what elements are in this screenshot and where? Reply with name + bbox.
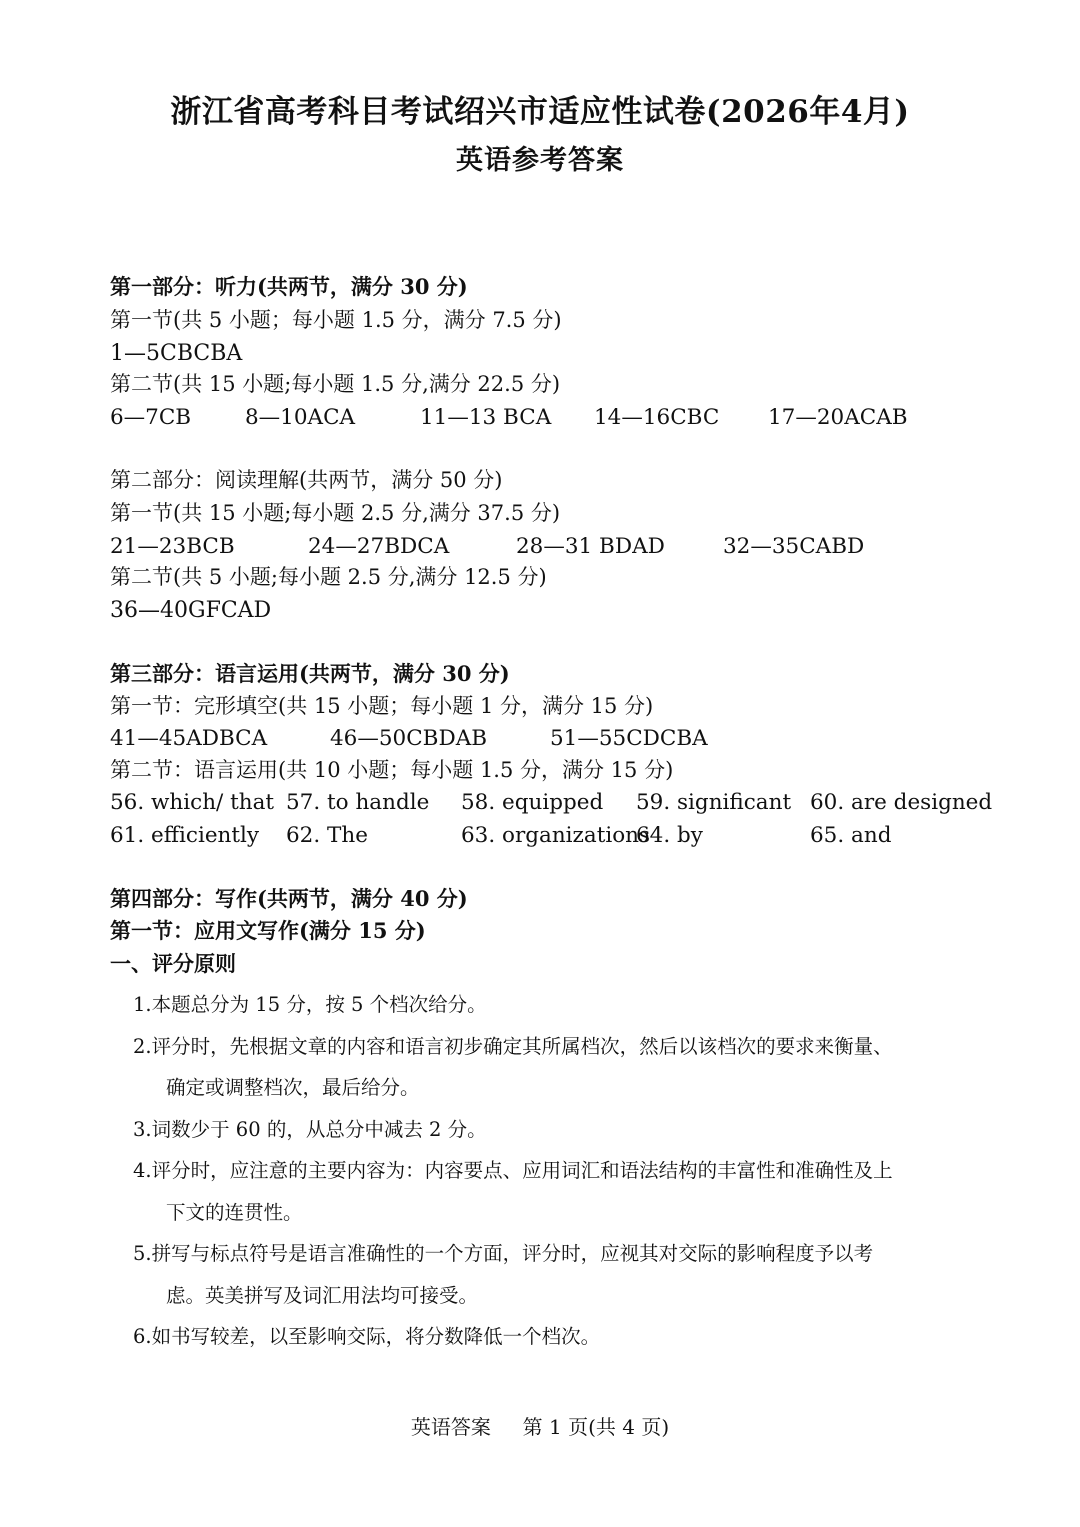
answer-item: 59. significant [636, 790, 792, 815]
scoring-rule-continued: 虑。英美拼写及词汇用法均可接受。 [166, 1284, 479, 1307]
answer-group: 21—23BCB [110, 534, 235, 559]
answer-group: 11—13 BCA [420, 405, 552, 430]
part3-section2-heading: 第二节：语言运用(共 10 小题；每小题 1.5 分，满分 15 分) [110, 758, 674, 782]
scoring-rule: 5.拼写与标点符号是语言准确性的一个方面，评分时，应视其对交际的影响程度予以考 [133, 1242, 874, 1265]
part1-section1-answer: 1—5CBCBA [110, 341, 243, 366]
scoring-rule: 1.本题总分为 15 分，按 5 个档次给分。 [133, 993, 487, 1016]
answer-item: 65. and [810, 823, 892, 848]
scoring-rule: 3.词数少于 60 的，从总分中减去 2 分。 [133, 1118, 487, 1141]
answer-item: 61. efficiently [110, 823, 260, 848]
part4-sub-heading: 一、评分原则 [110, 951, 236, 976]
answer-group: 14—16CBC [594, 405, 720, 430]
part4-heading: 第四部分：写作(共两节，满分 40 分) [110, 886, 468, 911]
answer-item: 63. organizations [461, 823, 651, 848]
scoring-rule: 2.评分时，先根据文章的内容和语言初步确定其所属档次，然后以该档次的要求来衡量、 [133, 1035, 893, 1058]
answer-item: 60. are designed [810, 790, 993, 815]
page-footer [0, 1411, 1080, 1440]
page-number: 第 1 页(共 4 页) [522, 1415, 670, 1439]
scoring-rule: 6.如书写较差，以至影响交际，将分数降低一个档次。 [133, 1325, 601, 1348]
page-subtitle: 英语参考答案 [456, 145, 624, 176]
answer-item: 57. to handle [286, 790, 430, 815]
answer-group: 51—55CDCBA [550, 726, 708, 751]
answer-group: 8—10ACA [245, 405, 356, 430]
part4-section1-heading: 第一节：应用文写作(满分 15 分) [110, 918, 426, 943]
part1-section2-heading: 第二节(共 15 小题;每小题 1.5 分,满分 22.5 分) [110, 372, 561, 396]
part3-section1-heading: 第一节：完形填空(共 15 小题；每小题 1 分，满分 15 分) [110, 694, 654, 718]
answer-group: 17—20ACAB [768, 405, 908, 430]
answer-item: 62. The [286, 823, 368, 848]
answer-item: 58. equipped [461, 790, 604, 815]
part1-heading: 第一部分：听力(共两节，满分 30 分) [110, 274, 468, 299]
scoring-rule: 4.评分时，应注意的主要内容为：内容要点、应用词汇和语法结构的丰富性和准确性及上 [133, 1159, 893, 1182]
answer-item: 64. by [636, 823, 703, 848]
scoring-rule-continued: 下文的连贯性。 [166, 1201, 303, 1224]
answer-group: 46—50CBDAB [330, 726, 488, 751]
answer-group: 24—27BDCA [308, 534, 450, 559]
answer-group: 41—45ADBCA [110, 726, 268, 751]
part2-section1-heading: 第一节(共 15 小题;每小题 2.5 分,满分 37.5 分) [110, 501, 561, 525]
part2-heading: 第二部分：阅读理解(共两节，满分 50 分) [110, 468, 503, 492]
answer-group: 32—35CABD [723, 534, 865, 559]
part3-heading: 第三部分：语言运用(共两节，满分 30 分) [110, 661, 510, 686]
part1-section1-heading: 第一节(共 5 小题；每小题 1.5 分，满分 7.5 分) [110, 308, 562, 332]
answer-group: 6—7CB [110, 405, 192, 430]
footer-label: 英语答案 [410, 1415, 491, 1439]
answer-group: 28—31 BDAD [516, 534, 665, 559]
part2-section2-heading: 第二节(共 5 小题;每小题 2.5 分,满分 12.5 分) [110, 565, 547, 589]
answer-item: 56. which/ that [110, 790, 275, 815]
page-title: 浙江省高考科目考试绍兴市适应性试卷(2026年4月) [170, 94, 910, 130]
part2-section2-answer: 36—40GFCAD [110, 598, 272, 623]
scoring-rule-continued: 确定或调整档次，最后给分。 [166, 1076, 420, 1099]
